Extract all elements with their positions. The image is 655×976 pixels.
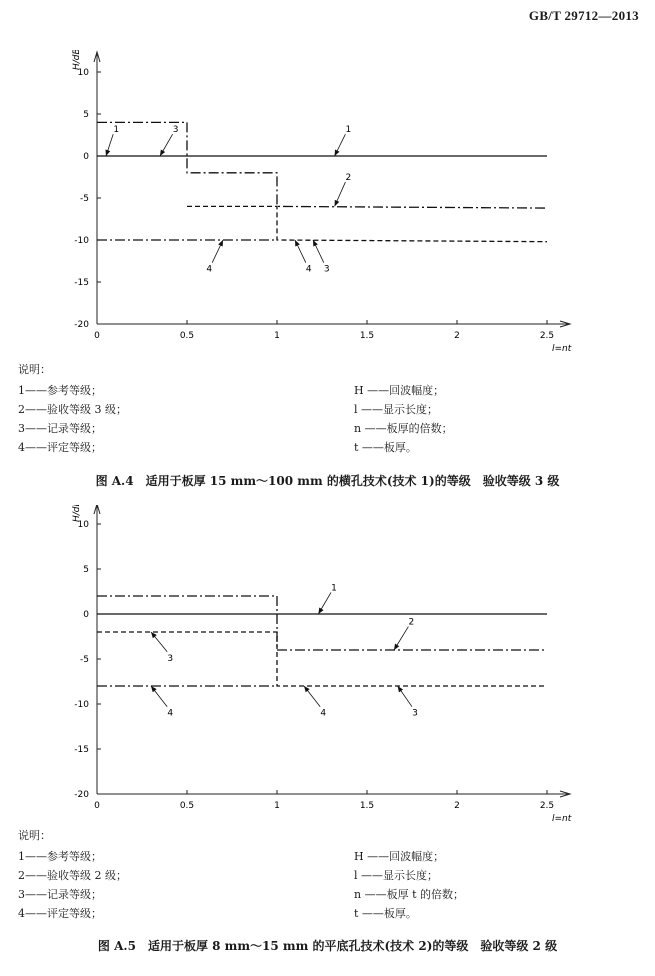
annotation-arrowhead	[318, 608, 323, 614]
legend-a5	[18, 826, 638, 923]
y-tick-label: -15	[74, 745, 89, 755]
figure-a5	[0, 505, 655, 825]
legend-item-4: 4——评定等级；	[18, 907, 102, 920]
annotation-label: 2	[408, 617, 415, 628]
annotation-arrowhead	[394, 644, 399, 650]
annotation-label: 1	[113, 125, 120, 136]
legend-item-n: n ——板厚 t 的倍数；	[354, 888, 464, 901]
figure-caption-a4: 图 A.4 适用于板厚 15 mm～100 mm 的横孔技术(技术 1)的等级 验收等级 3 级	[95, 474, 560, 488]
x-tick-label: 2.5	[539, 331, 555, 341]
legend-item-t: t ——板厚。	[354, 907, 417, 920]
legend-item-h: H ——回波幅度；	[354, 850, 445, 863]
series-line-3	[187, 206, 547, 241]
annotation-label: 1	[345, 125, 352, 136]
series-line-3	[97, 632, 547, 686]
annotation-label: 3	[323, 264, 330, 275]
legend-item-3: 3——记录等级；	[18, 422, 102, 435]
y-tick-label: -20	[74, 790, 89, 800]
annotation-label: 4	[305, 264, 312, 275]
chart-a5	[0, 505, 655, 825]
y-tick-label: 5	[83, 565, 89, 575]
annotation-arrowhead	[304, 686, 310, 692]
legend-title: 说明：	[18, 829, 51, 842]
x-tick-label: 2	[454, 331, 460, 341]
legend-item-t: t ——板厚。	[354, 441, 417, 454]
y-tick-label: -5	[80, 655, 89, 665]
y-tick-label: 10	[77, 68, 89, 78]
x-tick-label: 2.5	[539, 801, 555, 811]
series-line-2	[97, 596, 547, 650]
figure-caption-a5: 图 A.5 适用于板厚 8 mm～15 mm 的平底孔技术(技术 2)的等级 验收等级 2 级	[97, 939, 558, 953]
x-tick-label: 1.5	[359, 801, 375, 811]
x-axis-label: l=nt	[552, 814, 572, 824]
legend-item-3: 3——记录等级；	[18, 888, 102, 901]
y-tick-label: 10	[77, 520, 89, 530]
legend-item-h: H ——回波幅度；	[354, 384, 445, 397]
legend-item-2: 2——验收等级 3 级；	[18, 403, 127, 416]
annotation-label: 3	[172, 125, 179, 136]
annotation-label: 3	[412, 708, 418, 719]
annotation-label: 1	[331, 583, 337, 594]
annotation-label: 4	[320, 708, 327, 719]
y-tick-label: -20	[74, 320, 89, 330]
annotation-arrowhead	[106, 150, 111, 156]
y-tick-label: -10	[74, 236, 89, 246]
legend-item-1: 1——参考等级；	[18, 850, 102, 863]
annotation-arrowhead	[398, 686, 403, 692]
y-axis-label: H/dB	[72, 50, 82, 70]
annotation-label: 4	[206, 264, 213, 275]
x-tick-label: 0.5	[179, 801, 195, 811]
x-tick-label: 0	[94, 801, 100, 811]
y-tick-label: 0	[83, 152, 89, 162]
legend-item-4: 4——评定等级；	[18, 441, 102, 454]
y-tick-label: 0	[83, 610, 89, 620]
x-tick-label: 0.5	[179, 331, 195, 341]
x-tick-label: 2	[454, 801, 460, 811]
chart-a4	[0, 50, 655, 355]
legend-item-1: 1——参考等级；	[18, 384, 102, 397]
x-tick-label: 0	[94, 331, 100, 341]
legend-title: 说明：	[18, 363, 51, 376]
y-tick-label: 5	[83, 110, 89, 120]
x-tick-label: 1.5	[359, 331, 375, 341]
legend-a4	[18, 360, 638, 457]
annotation-arrowhead	[151, 686, 157, 692]
x-tick-label: 1	[274, 331, 280, 341]
annotation-arrowhead	[151, 632, 157, 638]
standard-number: GB/T 29712—2013	[528, 8, 639, 23]
series-line-2	[97, 122, 547, 208]
annotation-label: 3	[167, 653, 174, 664]
y-tick-label: -10	[74, 700, 89, 710]
legend-item-l: l ——显示长度；	[354, 403, 439, 416]
legend-item-n: n ——板厚的倍数；	[354, 422, 453, 435]
annotation-arrowhead	[160, 150, 165, 156]
y-tick-label: -5	[80, 194, 89, 204]
annotation-label: 2	[345, 173, 352, 184]
legend-item-2: 2——验收等级 2 级；	[18, 869, 127, 882]
x-tick-label: 1	[274, 801, 280, 811]
annotation-label: 4	[167, 708, 174, 719]
y-tick-label: -15	[74, 278, 89, 288]
y-axis-label: H/dB	[72, 505, 82, 522]
legend-item-l: l ——显示长度；	[354, 869, 439, 882]
x-axis-label: l=nt	[552, 344, 572, 354]
figure-a4	[0, 50, 655, 355]
